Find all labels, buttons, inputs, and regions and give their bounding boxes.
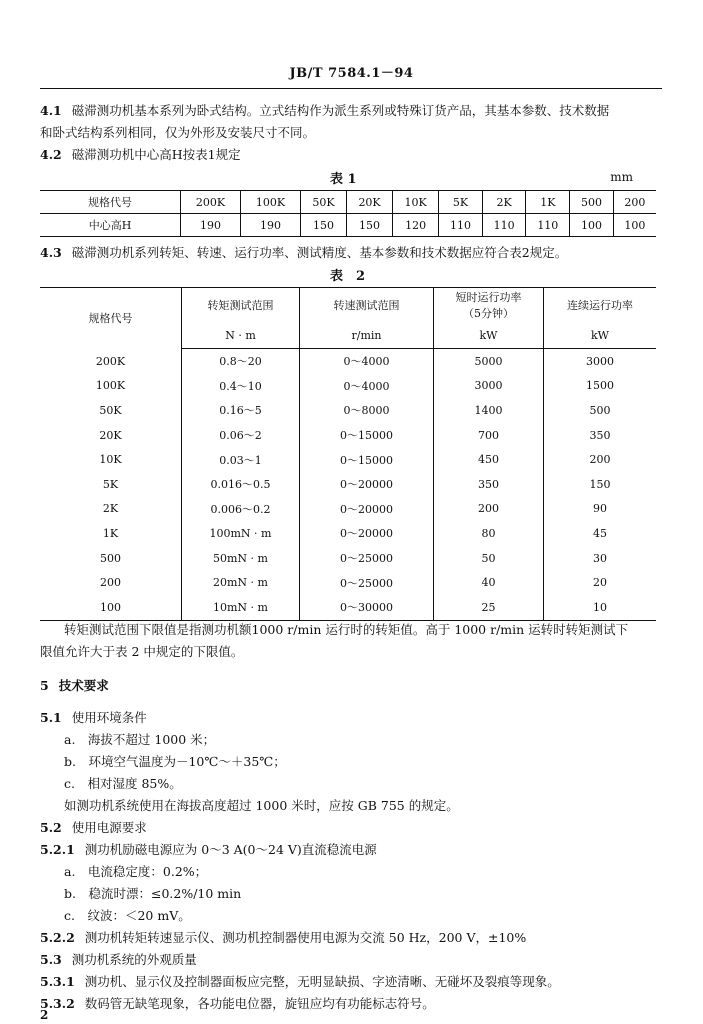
table-cell-spec: 1K bbox=[40, 521, 182, 546]
table-2-unit-cont-power: kW bbox=[544, 322, 657, 349]
table-cell-spec: 20K bbox=[40, 423, 182, 448]
section-number: 4.3 bbox=[40, 245, 62, 260]
table-cell-spec: 200 bbox=[40, 570, 182, 595]
table-1-cell: 110 bbox=[526, 214, 570, 237]
table-cell-speed: 0～15000 bbox=[300, 423, 434, 448]
table-cell-cont: 45 bbox=[544, 521, 657, 546]
table-cell-short: 5000 bbox=[434, 349, 544, 374]
section-number: 4.2 bbox=[40, 147, 62, 162]
table-cell-cont: 10 bbox=[544, 595, 657, 620]
note-line-1: 转矩测试范围下限值是指测功机额1000 r/min 运行时的转矩值。高于 1000 r/min 运转时转矩测试下 bbox=[64, 622, 629, 637]
table-1-row-header: 中心高H bbox=[40, 214, 181, 237]
table-1-unit: mm bbox=[610, 170, 633, 184]
table-cell-speed: 0～20000 bbox=[300, 497, 434, 522]
table-cell-short: 50 bbox=[434, 546, 544, 571]
table-row bbox=[40, 447, 656, 472]
table-1-cell: 200 bbox=[613, 191, 656, 214]
table-1-cell: 190 bbox=[240, 214, 300, 237]
table-1-cell: 190 bbox=[181, 214, 241, 237]
table-1-row-header: 规格代号 bbox=[40, 191, 181, 214]
table-cell-spec: 5K bbox=[40, 472, 182, 497]
list-item: a. 海拔不超过 1000 米； bbox=[64, 732, 216, 747]
short-power-label: 短时运行功率 bbox=[455, 291, 522, 304]
short-power-note: （5分钟） bbox=[463, 307, 514, 320]
table-1-spec-row bbox=[40, 191, 656, 214]
section-text: 测功机转矩转速显示仪、测功机控制器使用电源为交流 50 Hz，200 V，±10% bbox=[84, 930, 527, 945]
table-2-body bbox=[40, 288, 656, 621]
table-2-header-spec: 规格代号 bbox=[40, 288, 182, 349]
table-cell-short: 25 bbox=[434, 595, 544, 620]
section-title: 使用电源要求 bbox=[71, 820, 147, 835]
table-1 bbox=[40, 190, 656, 237]
table-1-cell: 100 bbox=[613, 214, 656, 237]
table-cell-spec: 100 bbox=[40, 595, 182, 620]
table-1-cell: 100K bbox=[240, 191, 300, 214]
table-cell-torque: 100mN · m bbox=[182, 521, 300, 546]
list-item: b. 环境空气温度为－10℃～＋35℃； bbox=[64, 754, 286, 769]
section-5-3-2 bbox=[40, 994, 435, 1012]
table-cell-spec: 200K bbox=[40, 349, 182, 374]
table-row bbox=[40, 570, 656, 595]
page-number: 2 bbox=[40, 1008, 49, 1022]
section-5-2-2 bbox=[40, 928, 526, 946]
table-1-height-row bbox=[40, 214, 656, 237]
table-row bbox=[40, 521, 656, 546]
section-text: 磁滞测功机系列转矩、转速、运行功率、测试精度、基本参数和技术数据应符合表2规定。 bbox=[71, 245, 568, 260]
table-cell-speed: 0～20000 bbox=[300, 472, 434, 497]
table-cell-spec: 10K bbox=[40, 447, 182, 472]
table-row bbox=[40, 497, 656, 522]
table-row bbox=[40, 472, 656, 497]
table-cell-torque: 0.8～20 bbox=[182, 349, 300, 374]
table-1-caption: 表 1 bbox=[330, 172, 357, 187]
table-1-cell: 500 bbox=[570, 191, 614, 214]
section-4-2 bbox=[40, 145, 241, 163]
table-cell-cont: 90 bbox=[544, 497, 657, 522]
list-item: c. 纹波：＜20 mV。 bbox=[64, 908, 191, 923]
table-2-caption: 表 2 bbox=[330, 269, 366, 284]
table-1-cell: 110 bbox=[439, 214, 483, 237]
section-text: 磁滞测功机基本系列为卧式结构。立式结构作为派生系列或特殊订货产品，其基本参数、技术数据 bbox=[71, 103, 610, 118]
table-cell-short: 350 bbox=[434, 472, 544, 497]
table-cell-speed: 0～25000 bbox=[300, 570, 434, 595]
table-cell-spec: 100K bbox=[40, 374, 182, 399]
table-cell-speed: 0～8000 bbox=[300, 398, 434, 423]
table-cell-cont: 30 bbox=[544, 546, 657, 571]
table-2-header-row bbox=[40, 288, 656, 323]
section-number: 5.2 bbox=[40, 820, 62, 835]
table-cell-cont: 20 bbox=[544, 570, 657, 595]
table-row bbox=[40, 349, 656, 374]
table-cell-speed: 0～4000 bbox=[300, 349, 434, 374]
table-2-header-speed: 转速测试范围 bbox=[300, 288, 434, 323]
table-2-header-short-power bbox=[434, 288, 544, 323]
table-cell-short: 3000 bbox=[434, 374, 544, 399]
table-cell-torque: 20mN · m bbox=[182, 570, 300, 595]
table-1-cell: 10K bbox=[393, 191, 439, 214]
table-cell-short: 200 bbox=[434, 497, 544, 522]
table-cell-torque: 50mN · m bbox=[182, 546, 300, 571]
standard-number-header: JB/T 7584.1－94 bbox=[289, 66, 414, 81]
section-5-heading bbox=[40, 676, 109, 694]
table-row bbox=[40, 398, 656, 423]
section-title: 测功机系统的外观质量 bbox=[71, 952, 197, 967]
section-title: 技术要求 bbox=[58, 678, 109, 693]
section-5-3 bbox=[40, 950, 197, 968]
table-1-cell: 110 bbox=[482, 214, 526, 237]
section-number: 5.3 bbox=[40, 952, 62, 967]
table-cell-torque: 0.06～2 bbox=[182, 423, 300, 448]
section-number: 5 bbox=[40, 678, 49, 693]
table-2 bbox=[40, 287, 656, 621]
table-cell-spec: 50K bbox=[40, 398, 182, 423]
section-text: 测功机、显示仪及控制器面板应完整，无明显缺损、字迹清晰、无碰坏及裂痕等现象。 bbox=[84, 974, 560, 989]
table-1-cell: 150 bbox=[347, 214, 393, 237]
table-cell-spec: 2K bbox=[40, 497, 182, 522]
table-cell-speed: 0～30000 bbox=[300, 595, 434, 620]
table-2-unit-short-power: kW bbox=[434, 322, 544, 349]
table-cell-short: 1400 bbox=[434, 398, 544, 423]
table-1-cell: 120 bbox=[393, 214, 439, 237]
table-row bbox=[40, 595, 656, 620]
table-1-cell: 1K bbox=[526, 191, 570, 214]
note-line-2: 限值允许大于表 2 中规定的下限值。 bbox=[40, 644, 244, 659]
section-4-3 bbox=[40, 243, 567, 261]
table-cell-torque: 0.4～10 bbox=[182, 374, 300, 399]
table-1-cell: 100 bbox=[570, 214, 614, 237]
table-2-unit-speed: r/min bbox=[300, 322, 434, 349]
list-item: a. 电流稳定度：0.2%； bbox=[64, 864, 208, 879]
list-item: c. 相对湿度 85%。 bbox=[64, 776, 182, 791]
table-cell-cont: 200 bbox=[544, 447, 657, 472]
table-2-unit-torque: N · m bbox=[182, 322, 300, 349]
section-4-1-line-2: 和卧式结构系列相同，仅为外形及安装尺寸不同。 bbox=[40, 125, 316, 140]
table-1-cell: 5K bbox=[439, 191, 483, 214]
section-number: 4.1 bbox=[40, 103, 62, 118]
table-cell-spec: 500 bbox=[40, 546, 182, 571]
section-5-2 bbox=[40, 818, 147, 836]
section-number: 5.3.1 bbox=[40, 974, 75, 989]
table-cell-speed: 0～20000 bbox=[300, 521, 434, 546]
table-cell-cont: 3000 bbox=[544, 349, 657, 374]
table-1-cell: 2K bbox=[482, 191, 526, 214]
section-5-1-after: 如测功机系统使用在海拔高度超过 1000 米时，应按 GB 755 的规定。 bbox=[64, 798, 459, 813]
table-cell-torque: 0.03～1 bbox=[182, 447, 300, 472]
table-row bbox=[40, 546, 656, 571]
section-number: 5.2.2 bbox=[40, 930, 75, 945]
table-cell-speed: 0～25000 bbox=[300, 546, 434, 571]
table-cell-cont: 500 bbox=[544, 398, 657, 423]
table-cell-cont: 350 bbox=[544, 423, 657, 448]
table-row bbox=[40, 374, 656, 399]
section-number: 5.3.2 bbox=[40, 996, 75, 1011]
section-text: 测功机励磁电源应为 0～3 A(0～24 V)直流稳流电源 bbox=[84, 842, 377, 857]
section-5-3-1 bbox=[40, 972, 560, 990]
section-5-2-1 bbox=[40, 840, 377, 858]
header-rule bbox=[40, 88, 662, 89]
table-1-cell: 20K bbox=[347, 191, 393, 214]
table-cell-short: 80 bbox=[434, 521, 544, 546]
table-row bbox=[40, 423, 656, 448]
list-item: b. 稳流时漂：≤0.2%/10 min bbox=[64, 886, 242, 901]
table-2-header-torque: 转矩测试范围 bbox=[182, 288, 300, 323]
section-4-1-line-1 bbox=[40, 101, 609, 119]
table-1-cell: 200K bbox=[181, 191, 241, 214]
table-1-cell: 150 bbox=[300, 214, 346, 237]
table-cell-cont: 150 bbox=[544, 472, 657, 497]
table-cell-speed: 0～15000 bbox=[300, 447, 434, 472]
table-cell-speed: 0～4000 bbox=[300, 374, 434, 399]
section-number: 5.1 bbox=[40, 710, 62, 725]
table-cell-torque: 0.006～0.2 bbox=[182, 497, 300, 522]
table-cell-cont: 1500 bbox=[544, 374, 657, 399]
section-5-1 bbox=[40, 708, 147, 726]
section-title: 使用环境条件 bbox=[71, 710, 147, 725]
table-cell-torque: 10mN · m bbox=[182, 595, 300, 620]
section-number: 5.2.1 bbox=[40, 842, 75, 857]
table-cell-short: 700 bbox=[434, 423, 544, 448]
table-2-header-cont-power: 连续运行功率 bbox=[544, 288, 657, 323]
table-cell-short: 450 bbox=[434, 447, 544, 472]
section-text: 磁滞测功机中心高H按表1规定 bbox=[71, 147, 241, 162]
table-cell-short: 40 bbox=[434, 570, 544, 595]
table-1-cell: 50K bbox=[300, 191, 346, 214]
section-text: 数码管无缺笔现象，各功能电位器，旋钮应均有功能标志符号。 bbox=[84, 996, 435, 1011]
table-cell-torque: 0.16～5 bbox=[182, 398, 300, 423]
table-cell-torque: 0.016～0.5 bbox=[182, 472, 300, 497]
